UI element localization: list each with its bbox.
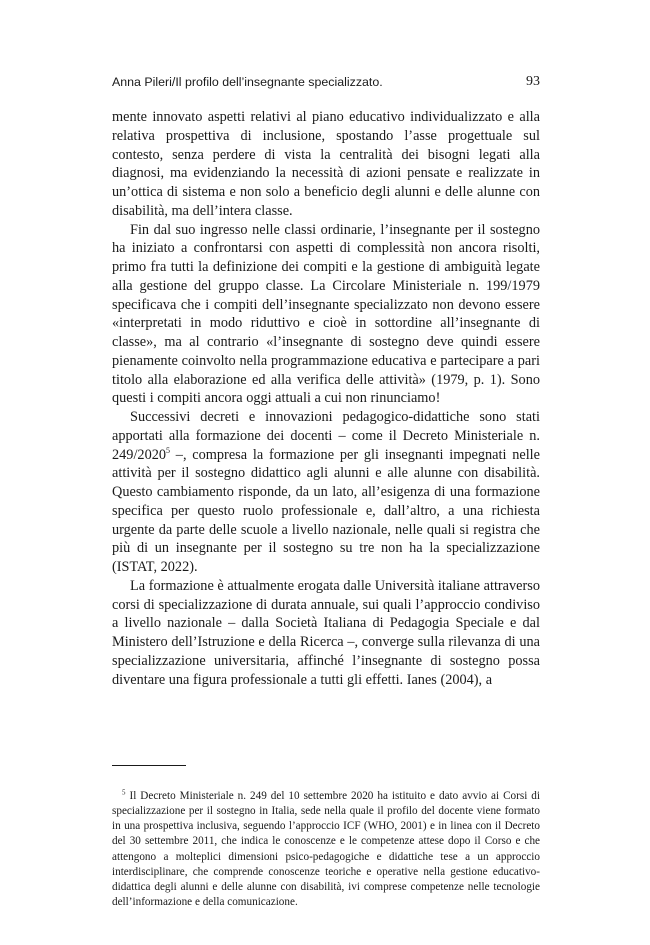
running-head (112, 72, 540, 92)
paragraph-decreti (112, 408, 540, 577)
running-head-title: Anna Pileri/Il profilo dell’insegnante specializzato. (112, 75, 383, 89)
paragraph-continuation: mente innovato aspetti relativi al piano educativo individualizzato e alla relativa prospettiva di inclusione, spostando l’asse progettuale sul contesto, senza perdere di vista la centralità dei bisogni legati alla diagnosi, ma evidenziando la necessità di azioni pensate e realizzate in un’ottica di sistema e non solo a beneficio degli alunni e delle alunne con disabilità, ma dell’intera classe. (112, 109, 540, 219)
footnote-text: Il Decreto Ministeriale n. 249 del 10 settembre 2020 ha istituito e dato avvio ai Corsi di specializzazione per il sostegno in Italia, sede nella quale il profilo del docente viene formato in una prospettiva inclusiva, seguendo l’approccio ICF (WHO, 2001) e in linea con il Decreto del 30 settembre 2011, che indica le conoscenze e le competenze attese dopo il Corso e che attengono a molteplici dimensioni psico-pedagogiche e didattiche tese a un approccio interdisciplinare, che comprende conoscenze teoriche e operative nella gestione educativo-didattica degli alunni e delle alunne con disabilità, ivi comprese competenze nelle tecnologie dell’informazione e della comunicazione. (112, 790, 540, 909)
footnote-reference[interactable]: 5 (166, 445, 171, 455)
paragraph-sostegno-ingresso: Fin dal suo ingresso nelle classi ordinarie, l’insegnante per il sostegno ha iniziato a confrontarsi con aspetti di complessità non ancora risolti, primo fra tutti la definizione dei compiti e la gestione di ambiguità legate alla gestione del gruppo classe. La Circolare Ministeriale n. 199/1979 specificava che i compiti dell’insegnante specializzato non devono essere «interpretati in modo riduttivo e cioè in sottordine all’insegnante di classe», ma al contrario «l’insegnante di sostegno deve quindi essere pienamente coinvolto nella programmazione educativa e partecipare a pari titolo alla elaborazione ed alla verifica delle attività» (1979, p. 1). Sono questi i compiti ancora oggi attuali a cui non rinunciamo! (112, 221, 540, 407)
footnote-separator (112, 765, 186, 766)
body-text (112, 108, 540, 689)
footnote (112, 789, 540, 910)
page-number: 93 (526, 74, 540, 89)
paragraph-decreti-part-1: Successivi decreti e innovazioni pedagogico-didattiche sono stati apportati alla formazione dei docenti – come il Decreto Ministeriale n. 249/2020 (112, 409, 540, 463)
paragraph-formazione: La formazione è attualmente erogata dalle Università italiane attraverso corsi di specializzazione di durata annuale, sui quali l’approccio condiviso a livello nazionale – dalla Società Italiana di Pedagogia Speciale e dal Ministero dell’Istruzione e della Ricerca –, converge sulla rilevanza di una specializzazione universitaria, affinché l’insegnante di sostegno possa diventare una figura professionale a tutti gli effetti. Ianes (2004), a (112, 577, 540, 688)
paragraph-decreti-part-2: –, compresa la formazione per gli insegnanti impegnati nelle attività per il sostegno didattico agli alunni e alle alunne con disabilità. Questo cambiamento risponde, da un lato, all’esigenza di una formazione specifica per questo ruolo professionale e, dall’altro, a una richiesta urgente da parte delle scuole a livello nazionale, nelle quali si registra che più di un insegnante per il sostegno su tre non ha la specializzazione (ISTAT, 2022). (112, 446, 540, 575)
footnote-mark: 5 (122, 788, 126, 797)
